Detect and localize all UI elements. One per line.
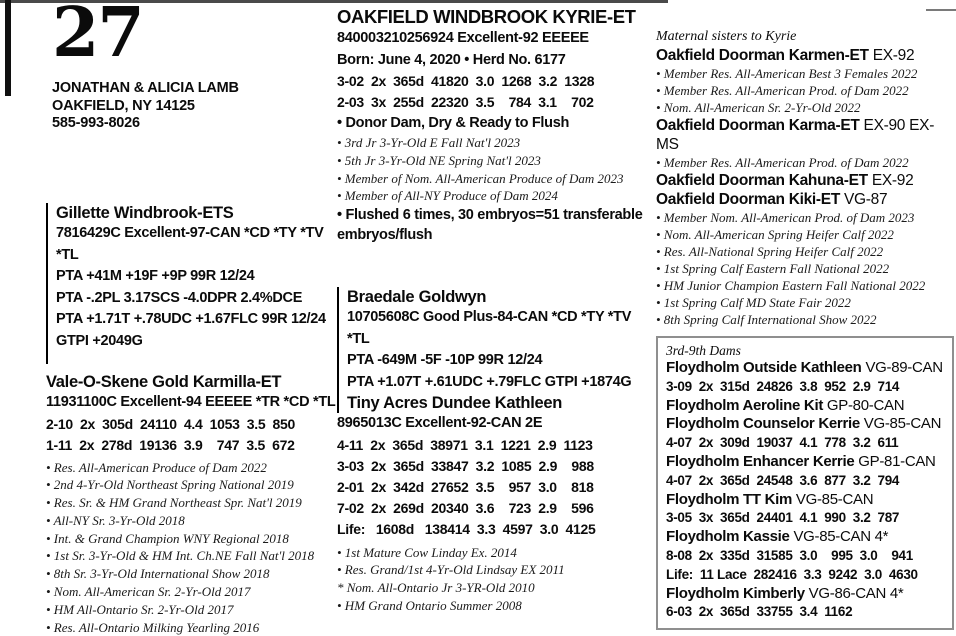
award-item: • Member Nom. All-American Prod. of Dam 2023 [656,209,954,226]
sire-block [46,203,338,364]
dam-entry-record: 4-07 2x 365d 24548 3.6 877 3.2 794 [666,472,944,491]
granddam-record: 3-03 2x 365d 33847 3.2 1085 2.9 988 [337,456,653,477]
award-item: • 5th Jr 3-Yr-Old NE Spring Nat'l 2023 [337,152,653,170]
award-item: • Res. Grand/1st 4-Yr-Old Lindsay EX 2011 [337,561,653,579]
animal-record: 2-03 3x 255d 22320 3.5 784 3.1 702 [337,92,653,113]
consignor-name: JONATHAN & ALICIA LAMB [52,80,239,98]
dam-entry-score: VG-86-CAN 4* [809,585,904,602]
sister-score: VG-87 [844,191,887,208]
dam-entry-score: GP-80-CAN [827,397,904,414]
dam-entry-name-text: Floydholm TT Kim [666,491,792,508]
award-item: • Nom. All-American Sr. 2-Yr-Old 2022 [656,99,954,116]
maternal-sisters-column [656,28,954,630]
award-item: • 8th Sr. 3-Yr-Old International Show 2018 [46,565,338,583]
granddam-record: 7-02 2x 269d 20340 3.6 723 2.9 596 [337,498,653,519]
sire-pta-line: PTA +1.71T +.78UDC +1.67FLC 99R 12/24 [56,309,338,331]
award-item: • 3rd Jr 3-Yr-Old E Fall Nat'l 2023 [337,134,653,152]
dam-entry-record: 4-07 2x 309d 19037 4.1 778 3.2 611 [666,434,944,453]
award-item: • 8th Spring Calf International Show 2022 [656,311,954,328]
lot-number: 27 [52,0,239,66]
granddam-reg-line: 8965013C Excellent-92-CAN 2E [337,413,653,435]
dam-entry-name-text: Floydholm Outside Kathleen [666,359,862,376]
animal-reg-line: 840003210256924 Excellent-92 EEEEE [337,28,653,50]
award-item: • Int. & Grand Champion WNY Regional 2018 [46,530,338,548]
sister-entry [656,116,954,171]
dam-entry-score: VG-85-CAN 4* [793,528,888,545]
award-item: • Res. All-National Spring Heifer Calf 2022 [656,243,954,260]
dam-entry-name-text: Floydholm Enhancer Kerrie [666,453,854,470]
sister-name-text: Oakfield Doorman Kahuna-ET [656,172,868,189]
sister-name-text: Oakfield Doorman Karma-ET [656,117,860,134]
sister-score: EX-92 [873,47,915,64]
dam-entry-name [666,453,944,472]
award-item: * Nom. All-Ontario Jr 3-YR-Old 2010 [337,579,653,597]
dam-entry-score: VG-85-CAN [796,491,873,508]
flush-note: • Flushed 6 times, 30 embryos=51 transferable embryos/flush [337,205,653,245]
pedigree-column [46,203,338,636]
sister-name [656,190,954,209]
award-item: • Member of All-NY Produce of Dam 2024 [337,187,653,205]
second-generation-block [337,287,653,615]
dam-entry-record: 8-08 2x 335d 31585 3.0 995 3.0 941 [666,547,944,566]
award-item: • Member Res. All-American Prod. of Dam 2022 [656,82,954,99]
award-item: • 2nd 4-Yr-Old Northeast Spring National 2019 [46,476,338,494]
award-item: • Member Res. All-American Prod. of Dam 2022 [656,154,954,171]
dam-entry-name-text: Floydholm Kassie [666,528,790,545]
award-item: • Res. All-American Produce of Dam 2022 [46,459,338,477]
animal-name: OAKFIELD WINDBROOK KYRIE-ET [337,5,653,28]
dam-entry-name-text: Floydholm Aeroline Kit [666,397,823,414]
grandsire-pta-line: PTA +1.07T +.61UDC +.79FLC GTPI +1874G [347,372,653,394]
dam-record: 2-10 2x 305d 24110 4.4 1053 3.5 850 [46,414,338,435]
granddam-lifetime-record: Life: 1608d 138414 3.3 4597 3.0 4125 [337,519,653,540]
sire-pta-line: PTA -.2PL 3.17SCS -4.0DPR 2.4%DCE [56,288,338,310]
award-item: • HM Grand Ontario Summer 2008 [337,597,653,615]
dam-entry-name [666,491,944,510]
award-item: • Member of Nom. All-American Produce of Dam 2023 [337,170,653,188]
dam-entry-name [666,359,944,378]
sister-name-text: Oakfield Doorman Karmen-ET [656,47,869,64]
grandsire-reg-line: 10705608C Good Plus-84-CAN *CD *TY *TV *TL [347,307,653,350]
dam-entry-name [666,397,944,416]
award-item: • 1st Spring Calf Eastern Fall National 2022 [656,260,954,277]
dam-name: Vale-O-Skene Gold Karmilla-ET [46,372,338,392]
animal-column [337,5,653,615]
consignor-block [52,80,239,133]
award-item: • Res. All-Ontario Milking Yearling 2016 [46,619,338,636]
sister-score: EX-92 [872,172,914,189]
award-item: • HM Junior Champion Eastern Fall National 2022 [656,277,954,294]
award-item: • Nom. All-American Sr. 2-Yr-Old 2017 [46,583,338,601]
dam-entry-record: 3-09 2x 315d 24826 3.8 952 2.9 714 [666,378,944,397]
award-item: • Member Res. All-American Best 3 Females 2022 [656,65,954,82]
dam-entry-score: GP-81-CAN [858,453,935,470]
dam-entry-score: VG-85-CAN [864,415,941,432]
dam-awards [46,459,338,636]
animal-born-line: Born: June 4, 2020 • Herd No. 6177 [337,50,653,72]
sister-entry [656,190,954,328]
lot-block [52,0,239,133]
granddam-record: 4-11 2x 365d 38971 3.1 1221 2.9 1123 [337,435,653,456]
dam-record: 1-11 2x 278d 19136 3.9 747 3.5 672 [46,435,338,456]
award-item: • Nom. All-American Spring Heifer Calf 2022 [656,226,954,243]
granddam-awards [337,544,653,615]
dam-reg-line: 11931100C Excellent-94 EEEEE *TR *CD *TL [46,392,338,414]
animal-awards [337,134,653,205]
grandsire-pta-line: PTA -649M -5F -10P 99R 12/24 [347,350,653,372]
dam-entry-lifetime-record: Life: 11 Lace 282416 3.3 9242 3.0 4630 [666,566,944,585]
sire-name: Gillette Windbrook-ETS [56,203,338,223]
granddam-record: 2-01 2x 342d 27652 3.5 957 3.0 818 [337,477,653,498]
maternal-sisters-heading: Maternal sisters to Kyrie [656,28,954,46]
page-top-rule-right [926,9,956,11]
sire-gtpi-line: GTPI +2049G [56,331,338,353]
page-edge-bar [5,0,11,96]
consignor-city: OAKFIELD, NY 14125 [52,98,239,116]
sister-name [656,171,954,190]
donor-note: • Donor Dam, Dry & Ready to Flush [337,113,653,133]
sire-reg-line: 7816429C Excellent-97-CAN *CD *TY *TV *TL [56,223,338,266]
dam-entry-name-text: Floydholm Counselor Kerrie [666,415,860,432]
sister-name-text: Oakfield Doorman Kiki-ET [656,191,840,208]
animal-record: 3-02 2x 365d 41820 3.0 1268 3.2 1328 [337,71,653,92]
grandsire-name: Braedale Goldwyn [347,287,653,307]
award-item: • HM All-Ontario Sr. 2-Yr-Old 2017 [46,601,338,619]
sister-score: EX-90 EX-MS [656,117,934,153]
dam-entry-name-text: Floydholm Kimberly [666,585,805,602]
sister-entry [656,171,954,190]
dam-entry-record: 3-05 3x 365d 24401 4.1 990 3.2 787 [666,509,944,528]
award-item: • 1st Mature Cow Linday Ex. 2014 [337,544,653,562]
dam-entry-name [666,585,944,604]
award-item: • 1st Spring Calf MD State Fair 2022 [656,294,954,311]
award-item: • All-NY Sr. 3-Yr-Old 2018 [46,512,338,530]
granddam-name: Tiny Acres Dundee Kathleen [347,393,653,413]
dam-entry-name [666,528,944,547]
grandsire-granddam-bracket [337,287,653,413]
dam-entry-name [666,415,944,434]
dam-entry-score: VG-89-CAN [865,359,942,376]
dam-entry-record: 6-03 2x 365d 33755 3.4 1162 [666,603,944,622]
sire-pta-line: PTA +41M +19F +9P 99R 12/24 [56,266,338,288]
dam-block [46,372,338,636]
sister-entry [656,46,954,116]
dams-box-heading: 3rd-9th Dams [666,342,944,359]
award-item: • 1st Sr. 3-Yr-Old & HM Int. Ch.NE Fall Nat'l 2018 [46,547,338,565]
award-item: • Res. Sr. & HM Grand Northeast Spr. Nat'l 2019 [46,494,338,512]
dams-3rd-9th-box [656,336,954,630]
sister-name [656,46,954,65]
consignor-phone: 585-993-8026 [52,115,239,133]
sister-name [656,116,954,154]
